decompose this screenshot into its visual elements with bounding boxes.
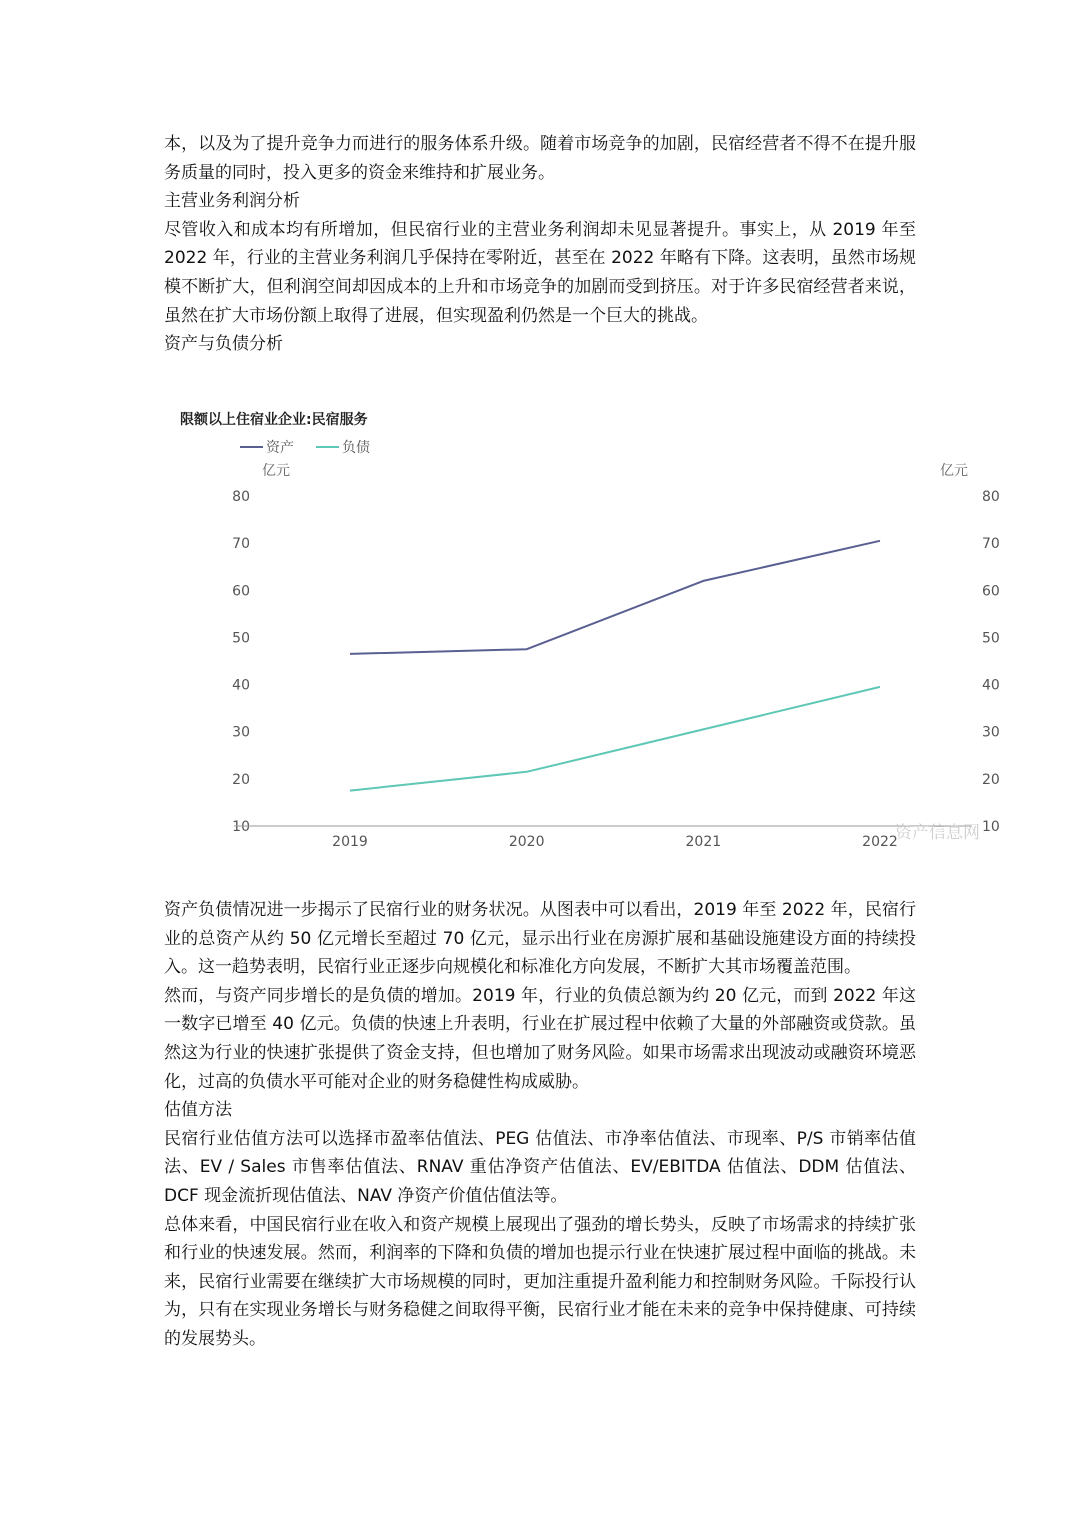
assets-liabilities-paragraph: 资产负债情况进一步揭示了民宿行业的财务状况。从图表中可以看出，2019 年至 2022 年，民宿行业的总资产从约 50 亿元增长至超过 70 亿元，显示出行业在房源扩展和基础设施建设方面的持续投入。这一趋势表明，民宿行业正逐步向规模化和标准化方向发展，不断扩大其市场覆盖范围。 bbox=[164, 900, 916, 978]
x-tick-label: 2021 bbox=[685, 834, 722, 850]
y-axis-unit-right: 亿元 bbox=[940, 463, 968, 479]
y-tick-label-left: 50 bbox=[232, 630, 250, 647]
y-tick-label-right: 50 bbox=[982, 630, 1000, 647]
x-tick-label: 2022 bbox=[862, 834, 898, 850]
y-tick-label-left: 20 bbox=[232, 771, 250, 788]
y-tick-label-left: 60 bbox=[232, 583, 250, 600]
assets-liabilities-chart bbox=[160, 396, 1040, 866]
y-tick-label-left: 30 bbox=[232, 724, 250, 741]
y-tick-label-right: 20 bbox=[982, 771, 1000, 788]
y-axis-right bbox=[982, 489, 1000, 835]
valuation-heading: 估值方法 bbox=[164, 1100, 232, 1121]
chart-watermark: 资产信息网 bbox=[895, 823, 980, 843]
y-tick-label-left: 80 bbox=[232, 489, 250, 505]
bottom-text-section bbox=[164, 896, 916, 1354]
y-tick-label-left: 70 bbox=[232, 536, 250, 553]
top-text-section bbox=[164, 130, 916, 359]
y-tick-label-right: 60 bbox=[982, 583, 1000, 600]
series-line-liabilities bbox=[350, 687, 880, 791]
assets-liabilities-heading: 资产与负债分析 bbox=[164, 334, 283, 355]
x-tick-label: 2019 bbox=[332, 834, 368, 850]
legend-label-assets: 资产 bbox=[266, 440, 294, 456]
y-axis-left bbox=[232, 489, 250, 835]
intro-paragraph: 本，以及为了提升竞争力而进行的服务体系升级。随着市场竞争的加剧，民宿经营者不得不在提升服务质量的同时，投入更多的资金来维持和扩展业务。 bbox=[164, 134, 916, 183]
y-tick-label-right: 10 bbox=[982, 819, 1000, 835]
legend-label-liabilities: 负债 bbox=[342, 440, 370, 456]
liabilities-paragraph: 然而，与资产同步增长的是负债的增加。2019 年，行业的负债总额为约 20 亿元，而到 2022 年这一数字已增至 40 亿元。负债的快速上升表明，行业在扩展过程中依赖了大量的外部融资或贷款。虽然这为行业的快速扩张提供了资金支持，但也增加了财务风险。如果市场需求出现波动或融资环境恶化，过高的负债水平可能对企业的财务稳健性构成威胁。 bbox=[164, 985, 916, 1092]
chart-legend bbox=[240, 439, 370, 456]
y-tick-label-right: 30 bbox=[982, 724, 1000, 741]
profit-analysis-heading: 主营业务利润分析 bbox=[164, 191, 300, 212]
y-tick-label-right: 40 bbox=[982, 677, 1000, 694]
summary-paragraph: 总体来看，中国民宿行业在收入和资产规模上展现出了强劲的增长势头，反映了市场需求的持续扩张和行业的快速发展。然而，利润率的下降和负债的增加也提示行业在快速扩展过程中面临的挑战。未来，民宿行业需要在继续扩大市场规模的同时，更加注重提升盈利能力和控制财务风险。千际投行认为，只有在实现业务增长与财务稳健之间取得平衡，民宿行业才能在未来的竞争中保持健康、可持续的发展势头。 bbox=[164, 1214, 916, 1349]
series-line-assets bbox=[350, 541, 880, 654]
y-tick-label-right: 80 bbox=[982, 489, 1000, 505]
profit-analysis-paragraph: 尽管收入和成本均有所增加，但民宿行业的主营业务利润却未见显著提升。事实上，从 2019 年至 2022 年，行业的主营业务利润几乎保持在零附近，甚至在 2022 年略有下降。这表明，虽然市场规模不断扩大，但利润空间却因成本的上升和市场竞争的加剧而受到挤压。对于许多民宿经营者来说，虽然在扩大市场份额上取得了进展，但实现盈利仍然是一个巨大的挑战。 bbox=[164, 219, 916, 326]
y-tick-label-right: 70 bbox=[982, 536, 1000, 553]
x-axis bbox=[332, 834, 898, 850]
chart-title: 限额以上住宿业企业:民宿服务 bbox=[180, 412, 368, 428]
chart-series bbox=[350, 541, 880, 791]
y-axis-unit-left: 亿元 bbox=[262, 463, 290, 479]
y-tick-label-left: 10 bbox=[232, 819, 250, 835]
x-tick-label: 2020 bbox=[508, 834, 545, 850]
valuation-paragraph: 民宿行业估值方法可以选择市盈率估值法、PEG 估值法、市净率估值法、市现率、P/S 市销率估值法、EV / Sales 市售率估值法、RNAV 重估净资产估值法、EV/EBITDA 估值法、DDM 估值法、DCF 现金流折现估值法、NAV 净资产价值估值法等。 bbox=[164, 1128, 916, 1206]
y-tick-label-left: 40 bbox=[232, 677, 250, 694]
